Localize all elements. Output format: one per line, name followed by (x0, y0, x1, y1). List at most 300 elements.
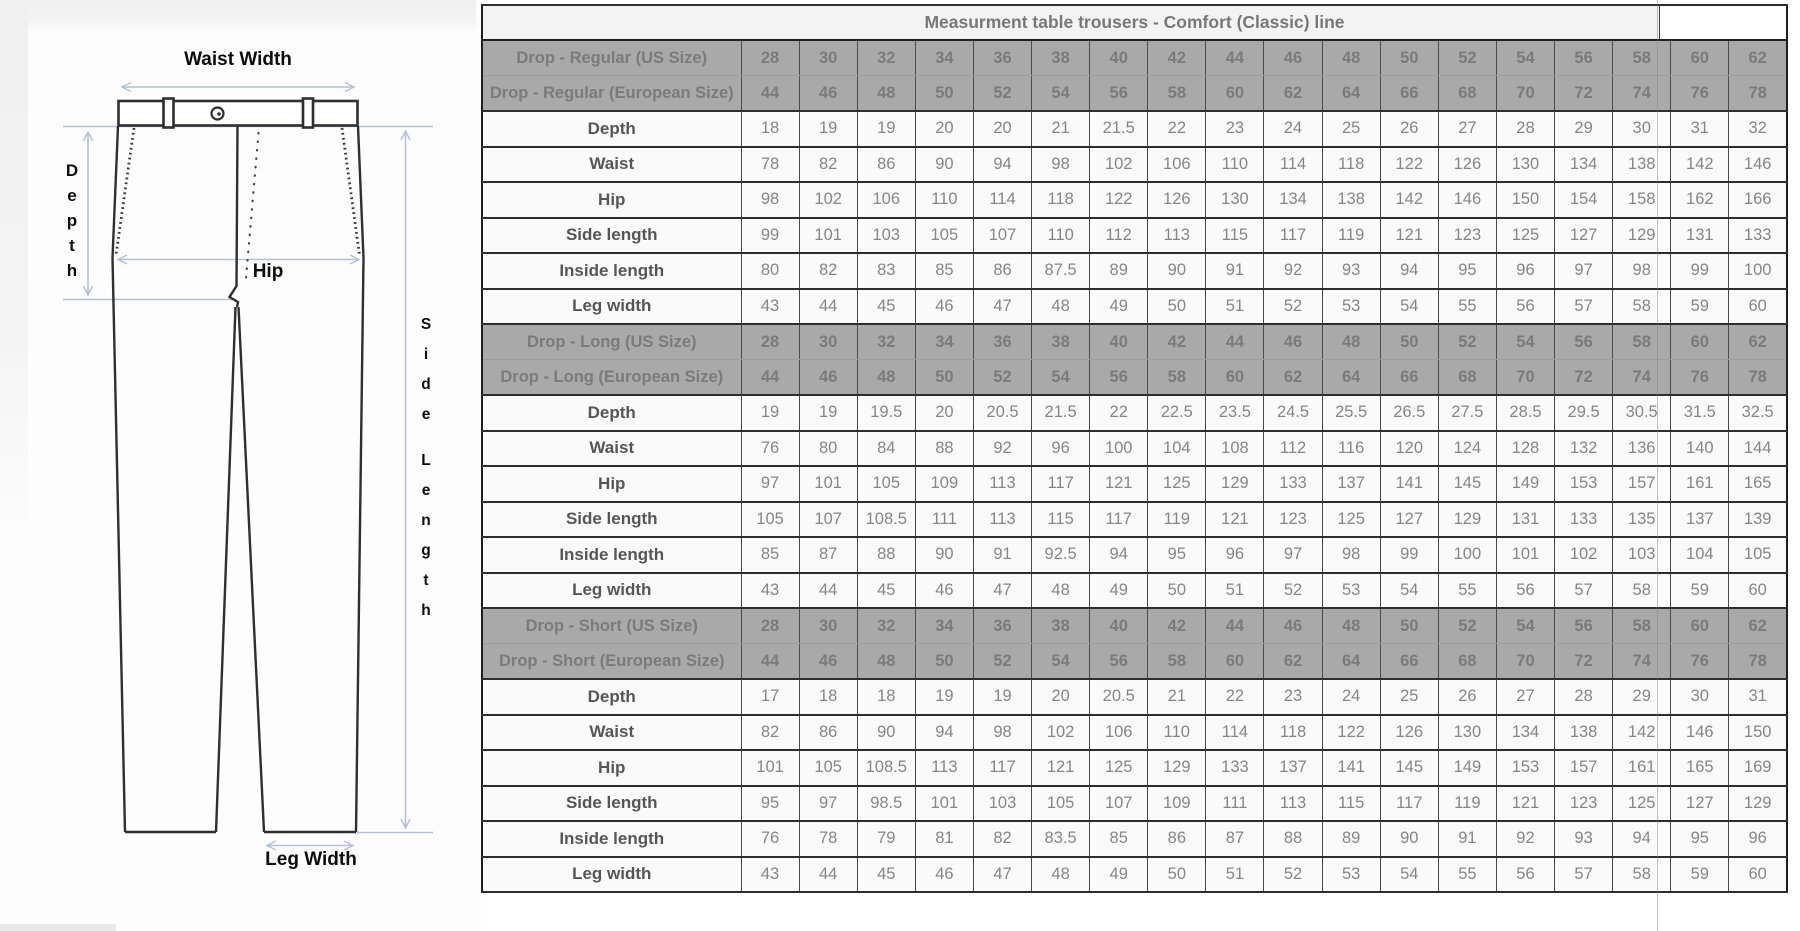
size-row-label: Drop - Long (European Size) (482, 360, 741, 396)
value-cell: 141 (1380, 466, 1438, 502)
value-cell: 105 (857, 466, 915, 502)
size-row-label: Drop - Regular (European Size) (482, 76, 741, 112)
value-cell: 120 (1380, 431, 1438, 467)
value-cell: 50 (1148, 573, 1206, 609)
value-cell: 131 (1496, 502, 1554, 538)
size-cell: 30 (799, 324, 857, 360)
value-cell: 82 (799, 253, 857, 289)
size-cell: 32 (857, 324, 915, 360)
size-cell: 46 (799, 360, 857, 396)
value-cell: 85 (915, 253, 973, 289)
value-cell: 95 (1438, 253, 1496, 289)
value-cell: 111 (915, 502, 973, 538)
value-cell: 94 (915, 715, 973, 751)
value-cell: 97 (1264, 537, 1322, 573)
value-cell: 125 (1148, 466, 1206, 502)
value-cell: 169 (1729, 750, 1787, 786)
value-cell: 58 (1613, 573, 1671, 609)
size-cell: 54 (1496, 324, 1554, 360)
value-cell: 108.5 (857, 502, 915, 538)
value-cell: 93 (1555, 821, 1613, 857)
row-label: Leg width (482, 289, 741, 325)
value-cell: 96 (1729, 821, 1787, 857)
value-cell: 101 (799, 466, 857, 502)
value-cell: 26.5 (1380, 395, 1438, 431)
size-cell: 52 (973, 644, 1031, 680)
value-cell: 118 (1322, 147, 1380, 183)
size-cell: 36 (973, 40, 1031, 76)
value-cell: 142 (1613, 715, 1671, 751)
value-cell: 48 (1032, 857, 1090, 893)
value-cell: 50 (1148, 857, 1206, 893)
value-cell: 91 (1206, 253, 1264, 289)
value-cell: 117 (973, 750, 1031, 786)
value-cell: 82 (799, 147, 857, 183)
value-cell: 97 (799, 786, 857, 822)
value-cell: 46 (915, 857, 973, 893)
value-cell: 82 (973, 821, 1031, 857)
value-cell: 87 (799, 537, 857, 573)
value-cell: 150 (1729, 715, 1787, 751)
size-cell: 42 (1148, 40, 1206, 76)
value-cell: 51 (1206, 289, 1264, 325)
value-cell: 90 (1380, 821, 1438, 857)
row-label: Inside length (482, 537, 741, 573)
size-cell: 62 (1729, 608, 1787, 644)
size-cell: 64 (1322, 644, 1380, 680)
value-cell: 97 (741, 466, 799, 502)
size-cell: 72 (1555, 360, 1613, 396)
value-cell: 78 (741, 147, 799, 183)
value-cell: 45 (857, 857, 915, 893)
hip-label: Hip (252, 261, 284, 282)
value-cell: 96 (1032, 431, 1090, 467)
size-row-label: Drop - Short (European Size) (482, 644, 741, 680)
value-cell: 109 (915, 466, 973, 502)
value-cell: 126 (1148, 182, 1206, 218)
value-cell: 102 (1555, 537, 1613, 573)
size-row-label: Drop - Long (US Size) (482, 324, 741, 360)
value-cell: 114 (1206, 715, 1264, 751)
size-cell: 46 (799, 644, 857, 680)
value-cell: 118 (1264, 715, 1322, 751)
value-cell: 89 (1322, 821, 1380, 857)
value-cell: 57 (1555, 573, 1613, 609)
value-cell: 98.5 (857, 786, 915, 822)
value-cell: 142 (1380, 182, 1438, 218)
value-cell: 145 (1438, 466, 1496, 502)
value-cell: 130 (1206, 182, 1264, 218)
size-cell: 60 (1671, 324, 1729, 360)
size-cell: 50 (915, 76, 973, 112)
row-label: Depth (482, 111, 741, 147)
table-row (482, 502, 1787, 538)
value-cell: 47 (973, 289, 1031, 325)
value-cell: 138 (1322, 182, 1380, 218)
value-cell: 134 (1555, 147, 1613, 183)
value-cell: 117 (1380, 786, 1438, 822)
value-cell: 29 (1613, 679, 1671, 715)
value-cell: 49 (1090, 289, 1148, 325)
size-cell: 68 (1438, 360, 1496, 396)
size-cell: 42 (1148, 608, 1206, 644)
size-cell: 48 (857, 76, 915, 112)
value-cell: 115 (1032, 502, 1090, 538)
value-cell: 20.5 (1090, 679, 1148, 715)
value-cell: 59 (1671, 857, 1729, 893)
measurement-table (481, 4, 1788, 893)
table-row (482, 573, 1787, 609)
value-cell: 104 (1148, 431, 1206, 467)
value-cell: 44 (799, 857, 857, 893)
size-cell: 44 (1206, 40, 1264, 76)
value-cell: 142 (1671, 147, 1729, 183)
value-cell: 18 (857, 679, 915, 715)
value-cell: 100 (1729, 253, 1787, 289)
value-cell: 117 (1090, 502, 1148, 538)
table-row (482, 750, 1787, 786)
value-cell: 60 (1729, 289, 1787, 325)
size-cell: 58 (1148, 644, 1206, 680)
size-cell: 50 (1380, 324, 1438, 360)
size-cell: 44 (741, 360, 799, 396)
value-cell: 94 (973, 147, 1031, 183)
value-cell: 96 (1206, 537, 1264, 573)
row-label: Leg width (482, 573, 741, 609)
size-cell: 56 (1555, 324, 1613, 360)
table-row (482, 679, 1787, 715)
row-label: Waist (482, 147, 741, 183)
table-row (482, 324, 1787, 360)
value-cell: 119 (1322, 218, 1380, 254)
value-cell: 102 (1090, 147, 1148, 183)
value-cell: 123 (1555, 786, 1613, 822)
value-cell: 55 (1438, 573, 1496, 609)
value-cell: 123 (1264, 502, 1322, 538)
value-cell: 129 (1729, 786, 1787, 822)
value-cell: 52 (1264, 573, 1322, 609)
value-cell: 112 (1264, 431, 1322, 467)
size-cell: 54 (1032, 644, 1090, 680)
value-cell: 24 (1322, 679, 1380, 715)
value-cell: 44 (799, 573, 857, 609)
leg-width-label: Leg Width (265, 849, 357, 870)
size-cell: 64 (1322, 76, 1380, 112)
value-cell: 94 (1090, 537, 1148, 573)
size-cell: 60 (1671, 608, 1729, 644)
table-row (482, 40, 1787, 76)
value-cell: 119 (1438, 786, 1496, 822)
value-cell: 113 (973, 466, 1031, 502)
value-cell: 55 (1438, 289, 1496, 325)
value-cell: 112 (1090, 218, 1148, 254)
table-row (482, 147, 1787, 183)
value-cell: 18 (799, 679, 857, 715)
value-cell: 166 (1729, 182, 1787, 218)
value-cell: 111 (1206, 786, 1264, 822)
value-cell: 59 (1671, 289, 1729, 325)
value-cell: 30.5 (1613, 395, 1671, 431)
value-cell: 91 (1438, 821, 1496, 857)
value-cell: 90 (915, 147, 973, 183)
value-cell: 22.5 (1148, 395, 1206, 431)
value-cell: 141 (1322, 750, 1380, 786)
value-cell: 90 (915, 537, 973, 573)
value-cell: 127 (1671, 786, 1729, 822)
value-cell: 81 (915, 821, 973, 857)
size-cell: 78 (1729, 360, 1787, 396)
value-cell: 146 (1671, 715, 1729, 751)
size-cell: 68 (1438, 644, 1496, 680)
value-cell: 113 (1148, 218, 1206, 254)
size-cell: 78 (1729, 644, 1787, 680)
value-cell: 54 (1380, 573, 1438, 609)
value-cell: 105 (1729, 537, 1787, 573)
value-cell: 96 (1496, 253, 1554, 289)
size-cell: 50 (1380, 40, 1438, 76)
value-cell: 20 (915, 395, 973, 431)
value-cell: 46 (915, 573, 973, 609)
row-label: Depth (482, 679, 741, 715)
value-cell: 31 (1729, 679, 1787, 715)
row-label: Hip (482, 466, 741, 502)
value-cell: 121 (1380, 218, 1438, 254)
size-cell: 58 (1148, 76, 1206, 112)
size-cell: 34 (915, 608, 973, 644)
row-label: Waist (482, 715, 741, 751)
value-cell: 49 (1090, 573, 1148, 609)
trousers-line-art (0, 0, 481, 931)
value-cell: 118 (1032, 182, 1090, 218)
size-cell: 70 (1496, 360, 1554, 396)
size-cell: 56 (1555, 40, 1613, 76)
size-cell: 34 (915, 324, 973, 360)
value-cell: 130 (1438, 715, 1496, 751)
size-cell: 32 (857, 608, 915, 644)
size-cell: 72 (1555, 76, 1613, 112)
value-cell: 122 (1322, 715, 1380, 751)
table-row (482, 253, 1787, 289)
value-cell: 88 (915, 431, 973, 467)
value-cell: 85 (741, 537, 799, 573)
value-cell: 126 (1438, 147, 1496, 183)
size-cell: 40 (1090, 608, 1148, 644)
value-cell: 28.5 (1496, 395, 1554, 431)
table-row (482, 76, 1787, 112)
size-cell: 28 (741, 608, 799, 644)
value-cell: 24.5 (1264, 395, 1322, 431)
size-cell: 62 (1264, 76, 1322, 112)
value-cell: 138 (1555, 715, 1613, 751)
value-cell: 23.5 (1206, 395, 1264, 431)
waist-button-dot (217, 112, 221, 116)
value-cell: 92 (973, 431, 1031, 467)
value-cell: 54 (1380, 289, 1438, 325)
value-cell: 25.5 (1322, 395, 1380, 431)
value-cell: 22 (1090, 395, 1148, 431)
value-cell: 45 (857, 573, 915, 609)
value-cell: 132 (1555, 431, 1613, 467)
size-cell: 50 (915, 360, 973, 396)
value-cell: 19 (973, 679, 1031, 715)
value-cell: 133 (1729, 218, 1787, 254)
value-cell: 58 (1613, 857, 1671, 893)
value-cell: 32 (1729, 111, 1787, 147)
value-cell: 89 (1090, 253, 1148, 289)
size-cell: 72 (1555, 644, 1613, 680)
table-title-cell (482, 5, 1787, 40)
value-cell: 98 (1613, 253, 1671, 289)
value-cell: 30 (1671, 679, 1729, 715)
value-cell: 92 (1264, 253, 1322, 289)
size-cell: 66 (1380, 76, 1438, 112)
size-cell: 34 (915, 40, 973, 76)
belt-loop-right (303, 99, 313, 128)
size-cell: 58 (1613, 40, 1671, 76)
value-cell: 52 (1264, 857, 1322, 893)
value-cell: 136 (1613, 431, 1671, 467)
value-cell: 99 (741, 218, 799, 254)
table-title: Measurment table trousers - Comfort (Classic) line (924, 12, 1345, 32)
size-cell: 46 (1264, 608, 1322, 644)
row-label: Hip (482, 750, 741, 786)
size-cell: 56 (1090, 76, 1148, 112)
value-cell: 18 (741, 111, 799, 147)
size-cell: 38 (1032, 324, 1090, 360)
value-cell: 30 (1613, 111, 1671, 147)
value-cell: 139 (1729, 502, 1787, 538)
value-cell: 105 (799, 750, 857, 786)
value-cell: 116 (1322, 431, 1380, 467)
table-row (482, 431, 1787, 467)
value-cell: 80 (741, 253, 799, 289)
value-cell: 22 (1148, 111, 1206, 147)
value-cell: 53 (1322, 573, 1380, 609)
value-cell: 107 (973, 218, 1031, 254)
value-cell: 60 (1729, 573, 1787, 609)
value-cell: 114 (973, 182, 1031, 218)
value-cell: 100 (1438, 537, 1496, 573)
size-row-label: Drop - Regular (US Size) (482, 40, 741, 76)
value-cell: 153 (1496, 750, 1554, 786)
row-label: Waist (482, 431, 741, 467)
value-cell: 106 (1090, 715, 1148, 751)
value-cell: 43 (741, 289, 799, 325)
size-cell: 62 (1264, 360, 1322, 396)
size-cell: 66 (1380, 644, 1438, 680)
size-cell: 44 (1206, 608, 1264, 644)
size-cell: 56 (1555, 608, 1613, 644)
size-cell: 70 (1496, 644, 1554, 680)
value-cell: 125 (1613, 786, 1671, 822)
fly-seam (230, 126, 239, 307)
value-cell: 17 (741, 679, 799, 715)
value-cell: 56 (1496, 573, 1554, 609)
value-cell: 137 (1671, 502, 1729, 538)
value-cell: 19 (799, 395, 857, 431)
value-cell: 19.5 (857, 395, 915, 431)
title-blank-cell (1659, 6, 1787, 39)
row-label: Side length (482, 786, 741, 822)
value-cell: 103 (973, 786, 1031, 822)
value-cell: 50 (1148, 289, 1206, 325)
value-cell: 117 (1264, 218, 1322, 254)
value-cell: 122 (1380, 147, 1438, 183)
value-cell: 31.5 (1671, 395, 1729, 431)
size-cell: 44 (1206, 324, 1264, 360)
value-cell: 129 (1206, 466, 1264, 502)
value-cell: 26 (1380, 111, 1438, 147)
value-cell: 56 (1496, 857, 1554, 893)
value-cell: 119 (1148, 502, 1206, 538)
value-cell: 92 (1496, 821, 1554, 857)
size-cell: 46 (1264, 324, 1322, 360)
size-cell: 76 (1671, 76, 1729, 112)
trousers-outline (113, 99, 364, 833)
value-cell: 20 (1032, 679, 1090, 715)
value-cell: 121 (1496, 786, 1554, 822)
value-cell: 110 (1148, 715, 1206, 751)
value-cell: 95 (1148, 537, 1206, 573)
value-cell: 86 (973, 253, 1031, 289)
value-cell: 105 (1032, 786, 1090, 822)
value-cell: 21 (1032, 111, 1090, 147)
value-cell: 127 (1380, 502, 1438, 538)
value-cell: 32.5 (1729, 395, 1787, 431)
value-cell: 45 (857, 289, 915, 325)
value-cell: 115 (1322, 786, 1380, 822)
value-cell: 91 (973, 537, 1031, 573)
size-cell: 52 (973, 76, 1031, 112)
value-cell: 95 (741, 786, 799, 822)
value-cell: 133 (1206, 750, 1264, 786)
size-cell: 48 (857, 644, 915, 680)
value-cell: 84 (857, 431, 915, 467)
value-cell: 76 (741, 821, 799, 857)
value-cell: 48 (1032, 289, 1090, 325)
value-cell: 134 (1496, 715, 1554, 751)
row-label: Leg width (482, 857, 741, 893)
value-cell: 57 (1555, 289, 1613, 325)
value-cell: 97 (1555, 253, 1613, 289)
value-cell: 23 (1206, 111, 1264, 147)
value-cell: 101 (741, 750, 799, 786)
value-cell: 98 (973, 715, 1031, 751)
value-cell: 20 (915, 111, 973, 147)
value-cell: 131 (1671, 218, 1729, 254)
table-row (482, 857, 1787, 893)
value-cell: 122 (1090, 182, 1148, 218)
value-cell: 101 (1496, 537, 1554, 573)
size-cell: 48 (1322, 608, 1380, 644)
size-cell: 30 (799, 608, 857, 644)
value-cell: 86 (1148, 821, 1206, 857)
value-cell: 108 (1206, 431, 1264, 467)
size-cell: 28 (741, 40, 799, 76)
value-cell: 94 (1380, 253, 1438, 289)
size-cell: 56 (1090, 644, 1148, 680)
value-cell: 29 (1555, 111, 1613, 147)
size-cell: 46 (1264, 40, 1322, 76)
table-row (482, 786, 1787, 822)
value-cell: 113 (973, 502, 1031, 538)
size-cell: 54 (1032, 360, 1090, 396)
value-cell: 95 (1671, 821, 1729, 857)
size-cell: 30 (799, 40, 857, 76)
value-cell: 24 (1264, 111, 1322, 147)
value-cell: 87.5 (1032, 253, 1090, 289)
value-cell: 102 (1032, 715, 1090, 751)
